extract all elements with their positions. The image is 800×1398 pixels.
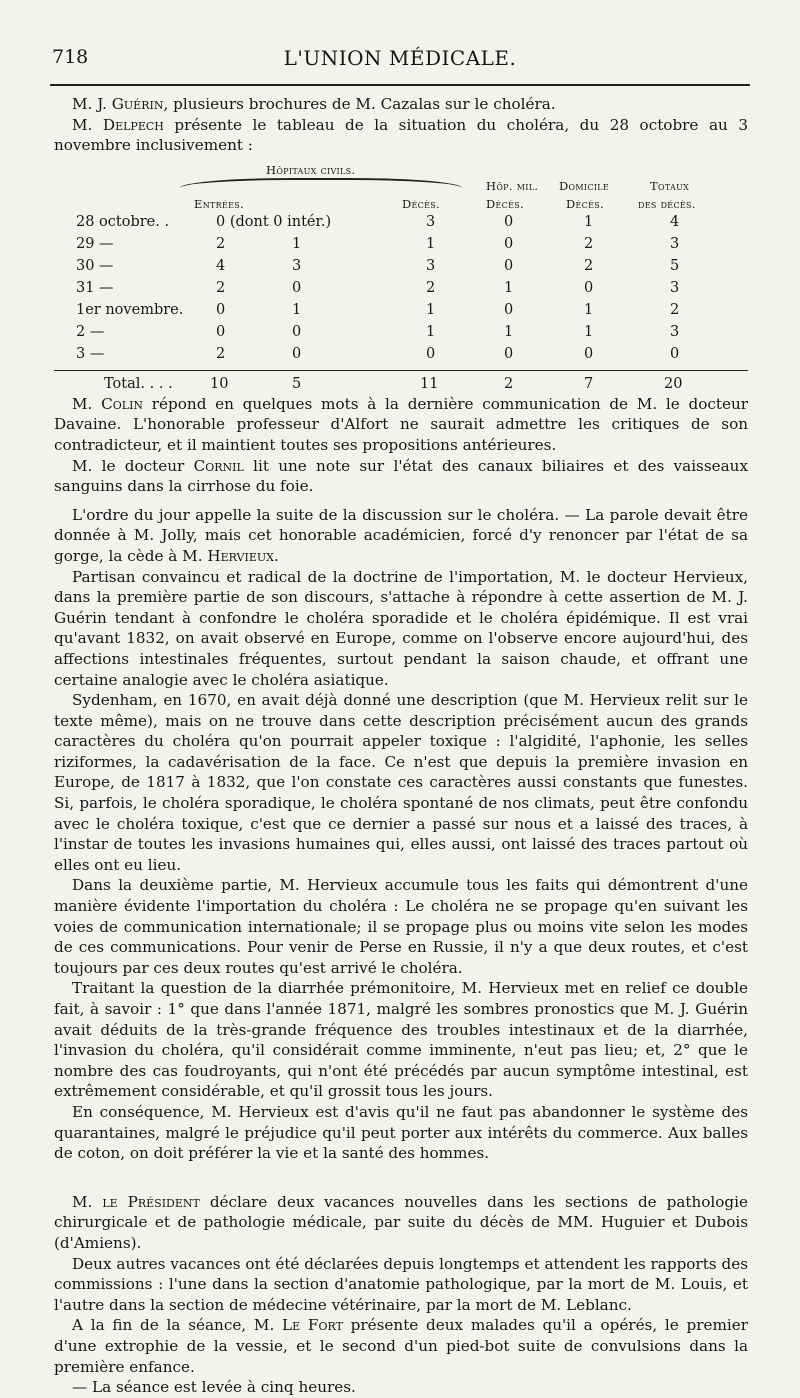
paragraph-seance-levee: — La séance est levée à cinq heures. [72,1378,356,1397]
speaker-name: M. le Président [72,1192,200,1211]
paragraph-text: répond en quelques mots à la dernière communication de M. le docteur Davaine. L'honorable professeur d'Alfort ne saurait admettre les critiques de son contradicteur, et il maintient toutes ses propositions antérieures. [54,394,749,454]
paragraph-colin [54,394,748,456]
subheader-entrees: Entrées. [194,196,244,211]
page-header [52,46,748,76]
paragraph-diarrhee: Traitant la question de la diarrhée prémonitoire, M. Hervieux met en relief ce double fait, à savoir : 1° que dans l'année 1871, malgré les sombres pronostics que M. J. Guérin avait déduits de la très-grande fréquence des troubles intestinaux et de la diarrhée, l'invasion du choléra, qu'il considérait comme imminente, n'eut pas lieu; et, 2° que le nombre des cas foudroyants, qui n'ont été précédés par aucun symptôme intestinal, est extrêmement considérable, et qu'il grossit tous les jours. [54,979,748,1101]
header-totaux: Totaux [650,178,690,193]
cell-domicile: 1 [584,323,594,340]
cell-deces: 1 [426,301,436,318]
cell-date: 29 — [76,235,114,252]
cell-deces: 3 [426,213,436,230]
header-domicile: Domicile [559,178,609,193]
cholera-table [54,158,748,394]
paragraph-deuxieme-partie: Dans la deuxième partie, M. Hervieux accumule tous les faits qui démontrent d'une manière évidente l'importation du choléra : Le choléra ne se propage qu'en suivant les voies de communication internationale; il se propage plus ou moins vite selon les modes de ces communications. Pour venir de Perse en Russie, il n'y a que deux routes, et c'est toujours par ces deux routes qu'est arrivé le choléra. [54,876,748,977]
header-brace [180,178,462,188]
header-rule [50,84,750,86]
paragraph-guerin [54,94,748,115]
cell-total: 20 [664,375,683,392]
cell-date: 2 — [76,323,105,340]
cell-mil: 0 [504,257,514,274]
running-title: L'UNION MÉDICALE. [283,46,517,70]
cell-total-label: Total. . . . [104,375,173,392]
cell-deces: 3 [426,257,436,274]
paragraph-text: lit une note sur l'état des canaux biliaires et des vaisseaux sanguins dans la cirrhose du foie. [54,456,749,496]
table-row [54,256,748,276]
cell-interieur: 5 [292,375,302,392]
cell-mil: 1 [504,279,514,296]
table-row [54,344,748,364]
cell-mil: 0 [504,213,514,230]
table-total-rule [54,370,748,371]
cell-interieur: 0 (dont 0 intér.) [216,213,332,230]
cell-deces: 2 [426,279,436,296]
cell-interieur: 3 [292,257,302,274]
cell-date: 31 — [76,279,114,296]
cell-mil: 2 [504,375,514,392]
cell-total: 5 [670,257,680,274]
cell-deces: 0 [426,345,436,362]
spacer [54,497,748,505]
speaker-name: M. Hervieux. [182,546,279,565]
speaker-name: M. Delpech [72,115,164,134]
paragraph-consequence: En conséquence, M. Hervieux est d'avis qu'il ne faut pas abandonner le système des quarantaines, malgré le préjudice qu'il peut porter aux intérêts du commerce. Aux balles de coton, on doit préférer la vie et la santé des hommes. [54,1102,748,1163]
cell-domicile: 0 [584,279,594,296]
paragraph-text: L'ordre du jour appelle la suite de la discussion sur le choléra. — La parole devait être donnée à M. Jolly, mais cet honorable académicien, forcé d'y renoncer par l'état de sa gorge, la cède à [54,505,748,565]
cell-domicile: 7 [584,375,594,392]
table-total-row [54,374,748,394]
subheader-deces: Décès. [402,196,440,211]
page-number: 718 [52,46,89,68]
cell-date: 3 — [76,345,105,362]
cell-entrees: 4 [216,257,226,274]
paragraph-text: présente deux malades qu'il a opérés, le premier d'une extrophie de la vessie, et le second d'un pied-bot suite de convulsions dans la première enfance. [54,1316,749,1376]
cell-domicile: 2 [584,257,594,274]
paragraph-ordre-du-jour [54,505,748,567]
cell-entrees: 2 [216,235,226,252]
cell-mil: 0 [504,235,514,252]
cell-mil: 1 [504,323,514,340]
table-row [54,212,748,232]
cell-entrees: 2 [216,345,226,362]
paragraph-vacances: Deux autres vacances ont été déclarées depuis longtemps et attendent les rapports des commissions : l'une dans la section d'anatomie pathologique, par la mort de M. Louis, et l'autre dans la section de médecine vétérinaire, par la mort de M. Leblanc. [54,1254,748,1314]
cell-interieur: 0 [292,323,302,340]
cell-total: 3 [670,323,680,340]
cell-deces: 11 [420,375,439,392]
paragraph-text: présente le tableau de la situation du choléra, du 28 octobre au 3 novembre inclusivement : [54,115,748,155]
cell-domicile: 1 [584,301,594,318]
cell-date: 30 — [76,257,114,274]
cell-total: 3 [670,279,680,296]
cell-domicile: 2 [584,235,594,252]
cell-entrees: 0 [216,301,226,318]
cell-mil: 0 [504,345,514,362]
cell-entrees: 10 [210,375,229,392]
paragraph-president [54,1192,748,1254]
cell-interieur: 0 [292,345,302,362]
paragraph-fin-seance [54,1315,748,1377]
cell-domicile: 1 [584,213,594,230]
paragraph-partisan: Partisan convaincu et radical de la doctrine de l'importation, M. le docteur Hervieux, dans la première partie de son discours, s'attache à répondre à cette assertion de M. J. Guérin tendant à confondre le choléra sporadide et le choléra épidémique. Il est vrai qu'avant 1832, on avait observé en Europe, comme on l'observe encore aujourd'hui, des affections intestinales fréquentes, surtout pendant la saison chaude, et offrant une certaine analogie avec le choléra asiatique. [54,567,748,689]
cell-total: 0 [670,345,680,362]
speaker-name: M. J. Guérin, [72,95,169,113]
cell-date: 1er novembre. [76,301,184,318]
speaker-name: Cornil [193,456,244,475]
cell-deces: 1 [426,235,436,252]
cell-total: 2 [670,301,680,318]
paragraph-cornil [54,456,748,497]
header-hopitaux-civils: Hôpitaux civils. [266,162,356,177]
cell-date: 28 octobre. . [76,213,170,230]
subheader-des-deces: des décès. [638,196,696,211]
paragraph-text: A la fin de la séance, M. [72,1316,275,1335]
spacer [54,1164,748,1192]
subheader-deces-domicile: Décès. [566,196,604,211]
header-hop-mil: Hôp. mil. [486,178,539,193]
cell-total: 3 [670,235,680,252]
cell-interieur: 1 [292,235,302,252]
speaker-name: Le Fort [282,1316,343,1335]
cell-interieur: 0 [292,279,302,296]
table-row [54,300,748,320]
paragraph-text: plusieurs brochures de M. Cazalas sur le choléra. [173,95,556,113]
subheader-deces-mil: Décès. [486,196,524,211]
table-row [54,234,748,254]
paragraph-text: M. le docteur [72,456,185,475]
table-row [54,278,748,298]
cell-total: 4 [670,213,680,230]
cell-entrees: 2 [216,279,226,296]
table-row [54,322,748,342]
cell-domicile: 0 [584,345,594,362]
paragraph-delpech [54,115,748,156]
cell-mil: 0 [504,301,514,318]
cell-entrees: 0 [216,323,226,340]
article-body [54,94,748,1398]
cell-interieur: 1 [292,301,302,318]
paragraph-sydenham: Sydenham, en 1670, en avait déjà donné une description (que M. Hervieux relit sur le texte même), mais on ne trouve dans cette description précisément aucun des grands caractères du choléra qu'on pourrait appeler toxique : l'algidité, l'aphonie, les selles riziformes, la cadavérisation de la face. Ce n'est que depuis la première invasion en Europe, de 1817 à 1832, que l'on constate ces caractères aussi constants que funestes. Si, parfois, le choléra sporadique, le choléra spontané de nos climats, peut être confondu avec le choléra toxique, c'est que ce dernier a passé sur nous et a laissé des traces, à l'instar de toutes les invasions humaines qui, elles aussi, ont laissé des traces partout où elles ont eu lieu. [54,691,748,874]
paragraph-text: déclare deux vacances nouvelles dans les sections de pathologie chirurgicale et de pathologie médicale, par suite du décès de MM. Huguier et Dubois (d'Amiens). [54,1192,749,1252]
speaker-name: M. Colin [72,394,144,413]
cell-deces: 1 [426,323,436,340]
